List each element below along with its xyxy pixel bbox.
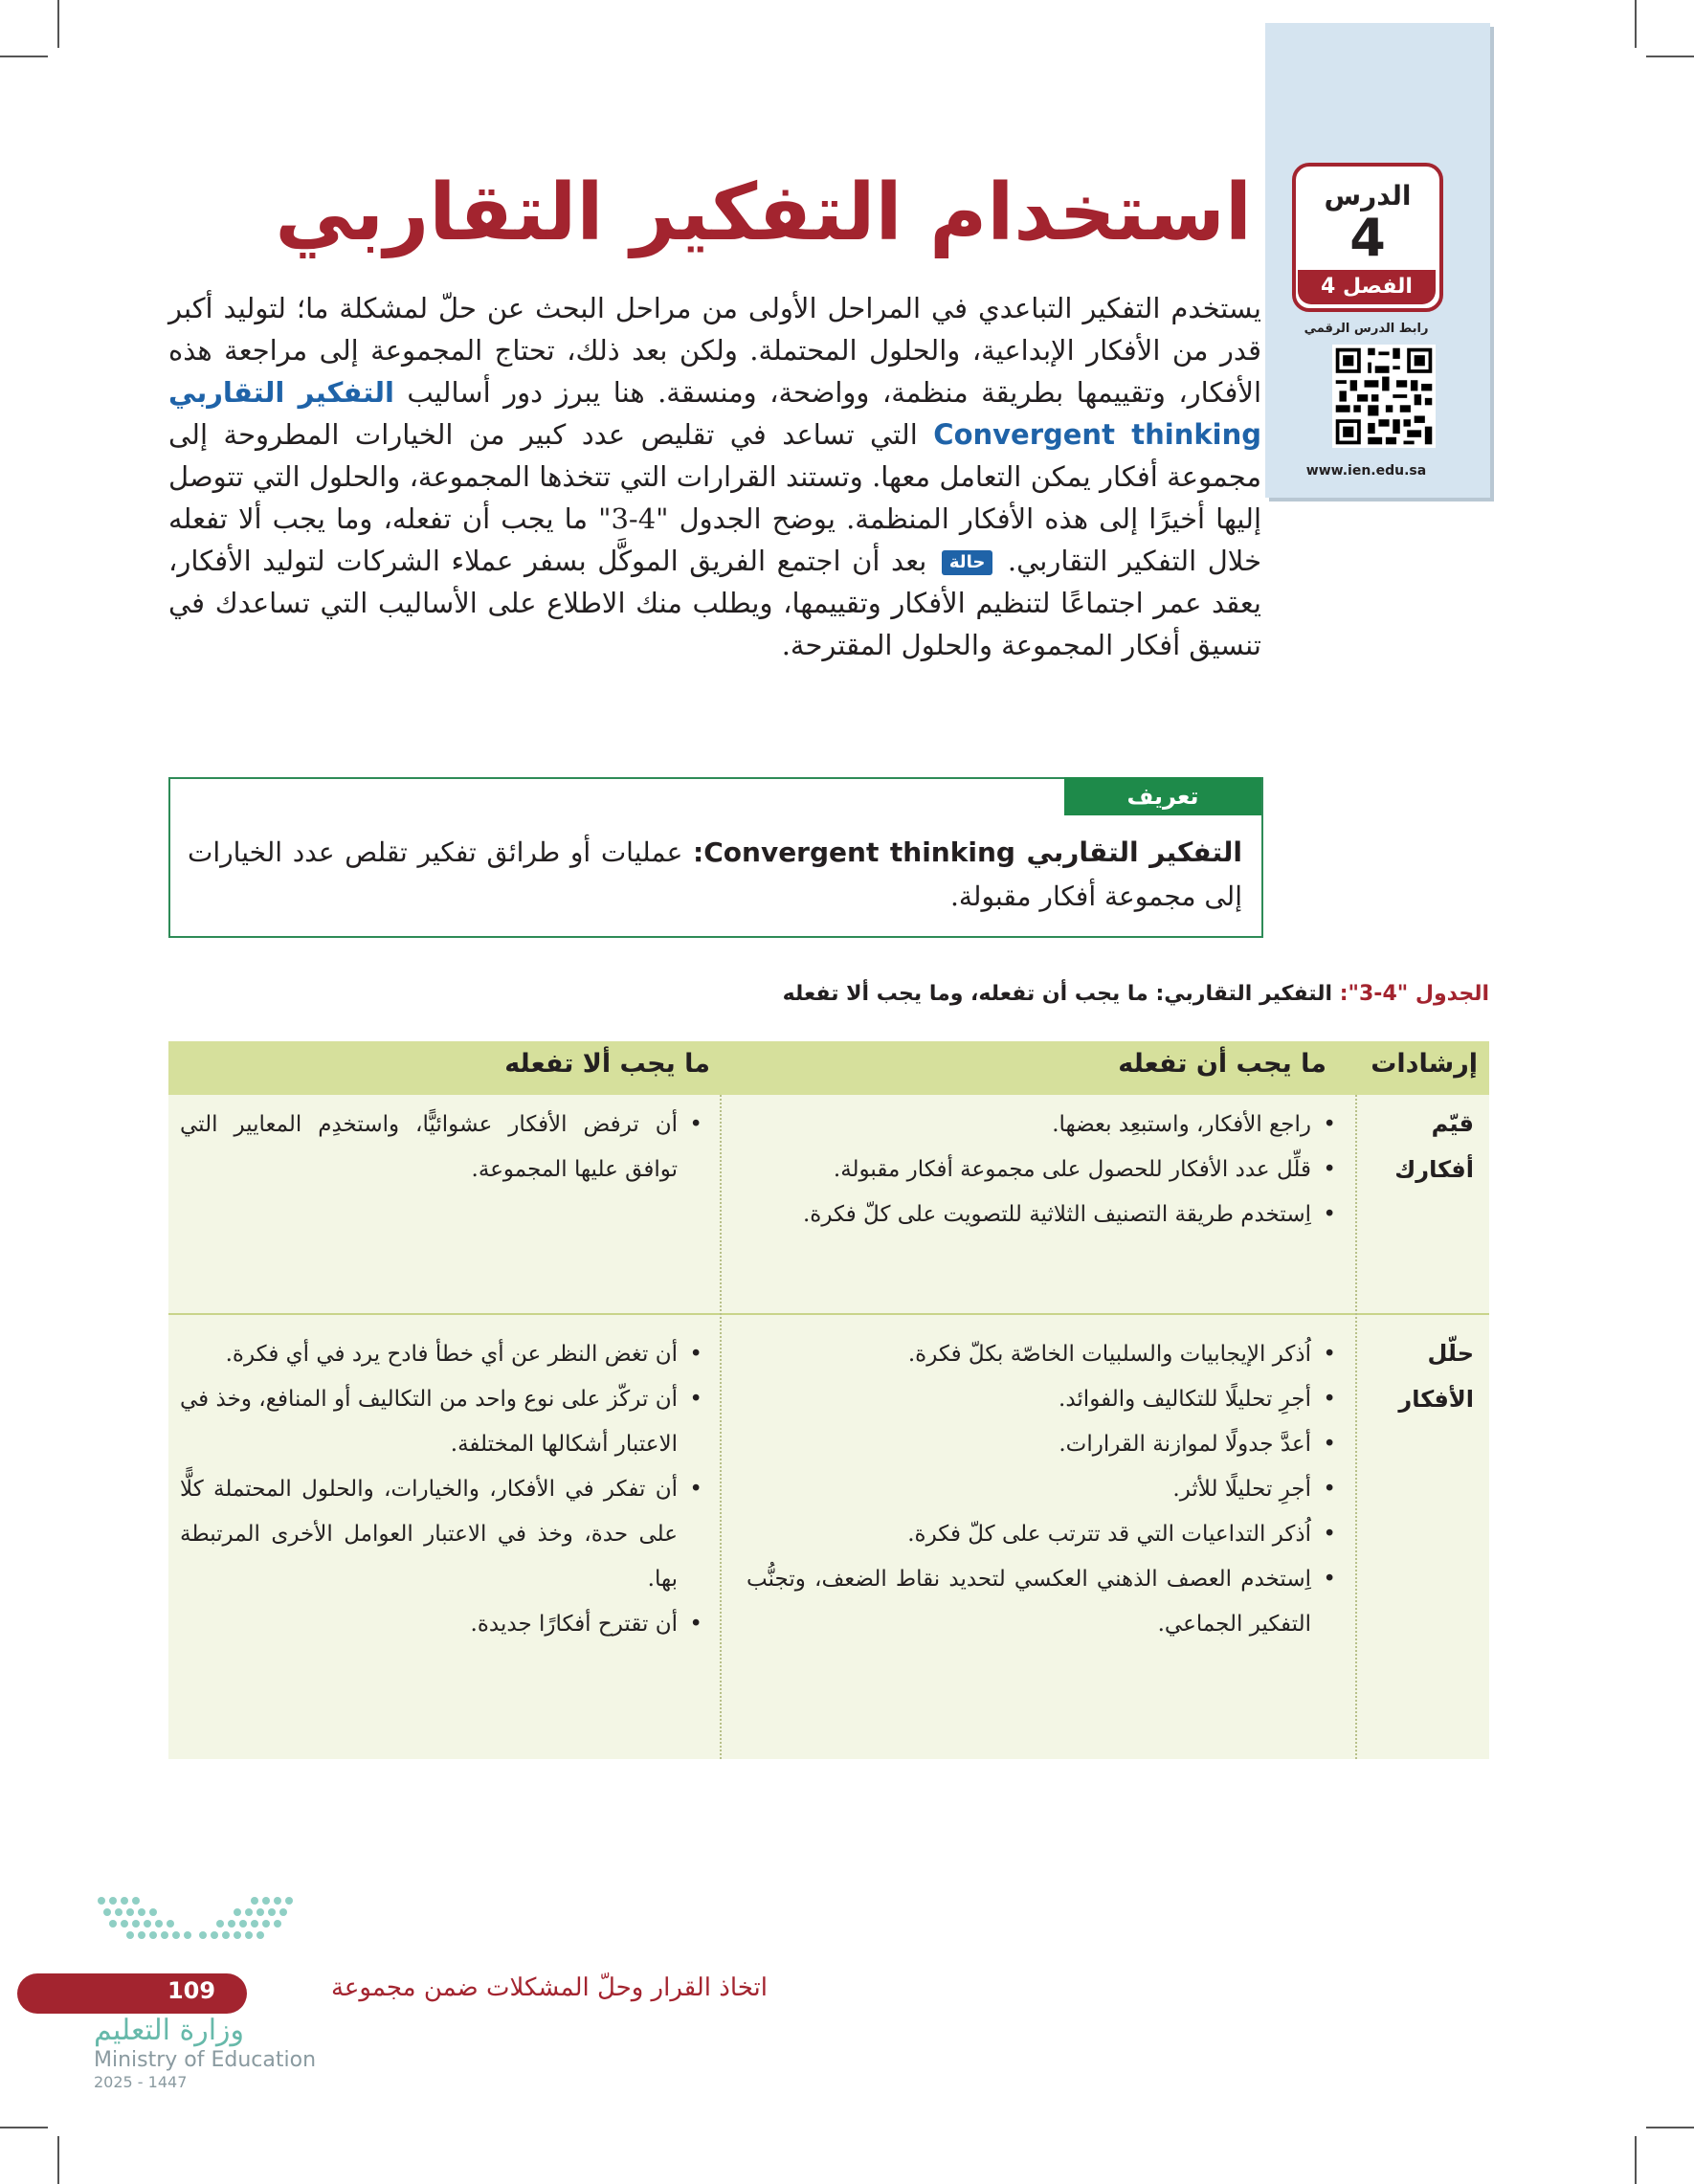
table-row-divider <box>168 1313 1489 1315</box>
body-paragraph <box>168 287 1261 666</box>
column-divider <box>720 1095 722 1759</box>
qr-label: رابط الدرس الرقمي <box>1304 322 1429 336</box>
list-item: • أن ترفض الأفكار عشوائيًّا، واستخدِم المعايير التي توافق عليها المجموعة. <box>180 1103 678 1192</box>
body-text-part-1: يستخدم التفكير التباعدي في المراحل الأولى من مراحل البحث عن حلّ لمشكلة ما؛ لتوليد أكبر قدر من الأفكار الإبداعية، والحلول المحتملة. ولكن بعد ذلك، تحتاج المجموعة إلى مراجعة هذه الأفكار، وتقييمها بطريقة منظمة، وواضحة، ومنسقة. هنا يبرز دور أساليب <box>168 292 1261 409</box>
list-item: • أن تفكر في الأفكار، والخيارات، والحلول المحتملة كلًّا على حدة، وخذ في الاعتبار العوامل الأخرى المرتبطة بها. <box>180 1467 678 1602</box>
list-item: • أن تركّز على نوع واحد من التكاليف أو المنافع، وخذ في الاعتبار أشكالها المختلفة. <box>180 1377 678 1467</box>
chapter-tab: الفصل 4 <box>1298 270 1436 304</box>
qr-code-icon[interactable] <box>1332 345 1436 448</box>
crop-mark <box>1635 2136 1637 2184</box>
row2-dos <box>747 1332 1340 1647</box>
table-caption-text: التفكير التقاربي: ما يجب أن تفعله، وما يجب ألا تفعله <box>782 982 1340 1006</box>
list-item: • اِستخدم طريقة التصنيف الثلاثية للتصويت على كلّ فكرة. <box>747 1192 1311 1237</box>
crop-mark <box>1646 2127 1694 2128</box>
list-item: • اُذكر الإيجابيات والسلبيات الخاصّة بكلّ فكرة. <box>747 1332 1311 1377</box>
list-item: • اِستخدم العصف الذهني العكسي لتحديد نقاط الضعف، وتجنُّب التفكير الجماعي. <box>747 1557 1311 1647</box>
crop-mark <box>57 2136 59 2184</box>
crop-mark <box>1635 0 1637 48</box>
footer-unit-title: اتخاذ القرار وحلّ المشكلات ضمن مجموعة <box>330 1973 768 2002</box>
key-term-ar: التفكير التقاربي <box>168 376 394 409</box>
table-caption <box>783 982 1489 1006</box>
key-term-en: Convergent thinking <box>933 418 1262 451</box>
ministry-name-ar: وزارة التعليم <box>94 2014 245 2047</box>
row1-donts <box>180 1103 706 1192</box>
header-dos: ما يجب أن تفعله <box>1118 1049 1326 1079</box>
header-donts: ما يجب ألا تفعله <box>504 1049 710 1079</box>
crop-mark <box>1646 56 1694 57</box>
header-guidelines: إرشادات <box>1371 1049 1478 1079</box>
row1-dos <box>747 1103 1340 1237</box>
definition-text <box>188 831 1242 919</box>
list-item: • أعدَّ جدولًا لموازنة القرارات. <box>747 1422 1311 1467</box>
definition-tab: تعريف <box>1064 777 1261 815</box>
ministry-name-en: Ministry of Education <box>94 2048 317 2072</box>
ministry-logo-icon <box>92 1891 312 1968</box>
list-item: • راجع الأفكار، واستبعِد بعضها. <box>747 1103 1311 1148</box>
row2-donts <box>180 1332 706 1647</box>
list-item: • قلِّل عدد الأفكار للحصول على مجموعة أفكار مقبولة. <box>747 1148 1311 1192</box>
crop-mark <box>0 56 48 57</box>
lesson-number: 4 <box>1349 208 1386 268</box>
body-text-part-2: التي تساعد في تقليص عدد كبير من الخيارات المطروحة إلى مجموعة أفكار يمكن التعامل معها. وتستند القرارات التي تتخذها المجموعة، والحلول التي تتوصل إليها أخيرًا إلى هذه الأفكار المنظمة. يوضح الجدول "4-3" ما يجب أن تفعله، وما يجب ألا تفعله خلال التفكير التقاربي. <box>168 418 1262 577</box>
lesson-url[interactable]: www.ien.edu.sa <box>1305 463 1427 479</box>
row-label-evaluate: قيّم أفكارك <box>1394 1110 1474 1183</box>
crop-mark <box>0 2127 48 2128</box>
list-item: • أن تغض النظر عن أي خطأ فادح يرد في أي فكرة. <box>180 1332 678 1377</box>
definition-body: عمليات أو طرائق تفكير تقلص عدد الخيارات إلى مجموعة أفكار مقبولة. <box>188 836 1242 912</box>
column-divider <box>1355 1095 1357 1759</box>
table-caption-label: الجدول "4-3": <box>1339 982 1489 1006</box>
list-item: • أجرِ تحليلًا للأثر. <box>747 1467 1311 1512</box>
case-tag: حالة <box>942 550 992 575</box>
lesson-word: الدرس <box>1324 180 1412 212</box>
list-item: • أجرِ تحليلًا للتكاليف والفوائد. <box>747 1377 1311 1422</box>
row-label-analyze: حلّل الأفكار <box>1398 1340 1474 1413</box>
edition-year: 2025 - 1447 <box>94 2073 188 2091</box>
definition-term: التفكير التقاربي Convergent thinking: <box>693 836 1242 868</box>
crop-mark <box>57 0 59 48</box>
list-item: • اُذكر التداعيات التي قد تترتب على كلّ فكرة. <box>747 1512 1311 1557</box>
page-title: استخدام التفكير التقاربي <box>275 167 1252 258</box>
list-item: • أن تقترح أفكارًا جديدة. <box>180 1602 678 1647</box>
body-text-part-3: بعد أن اجتمع الفريق الموكَّل بسفر عملاء الشركات لتوليد الأفكار، يعقد عمر اجتماعًا لتنظيم الأفكار وتقييمها، ويطلب منك الاطلاع على الأساليب التي تساعدك في تنسيق أفكار المجموعة والحلول المقترحة. <box>168 545 1261 661</box>
page-number: 109 <box>167 1977 216 2004</box>
